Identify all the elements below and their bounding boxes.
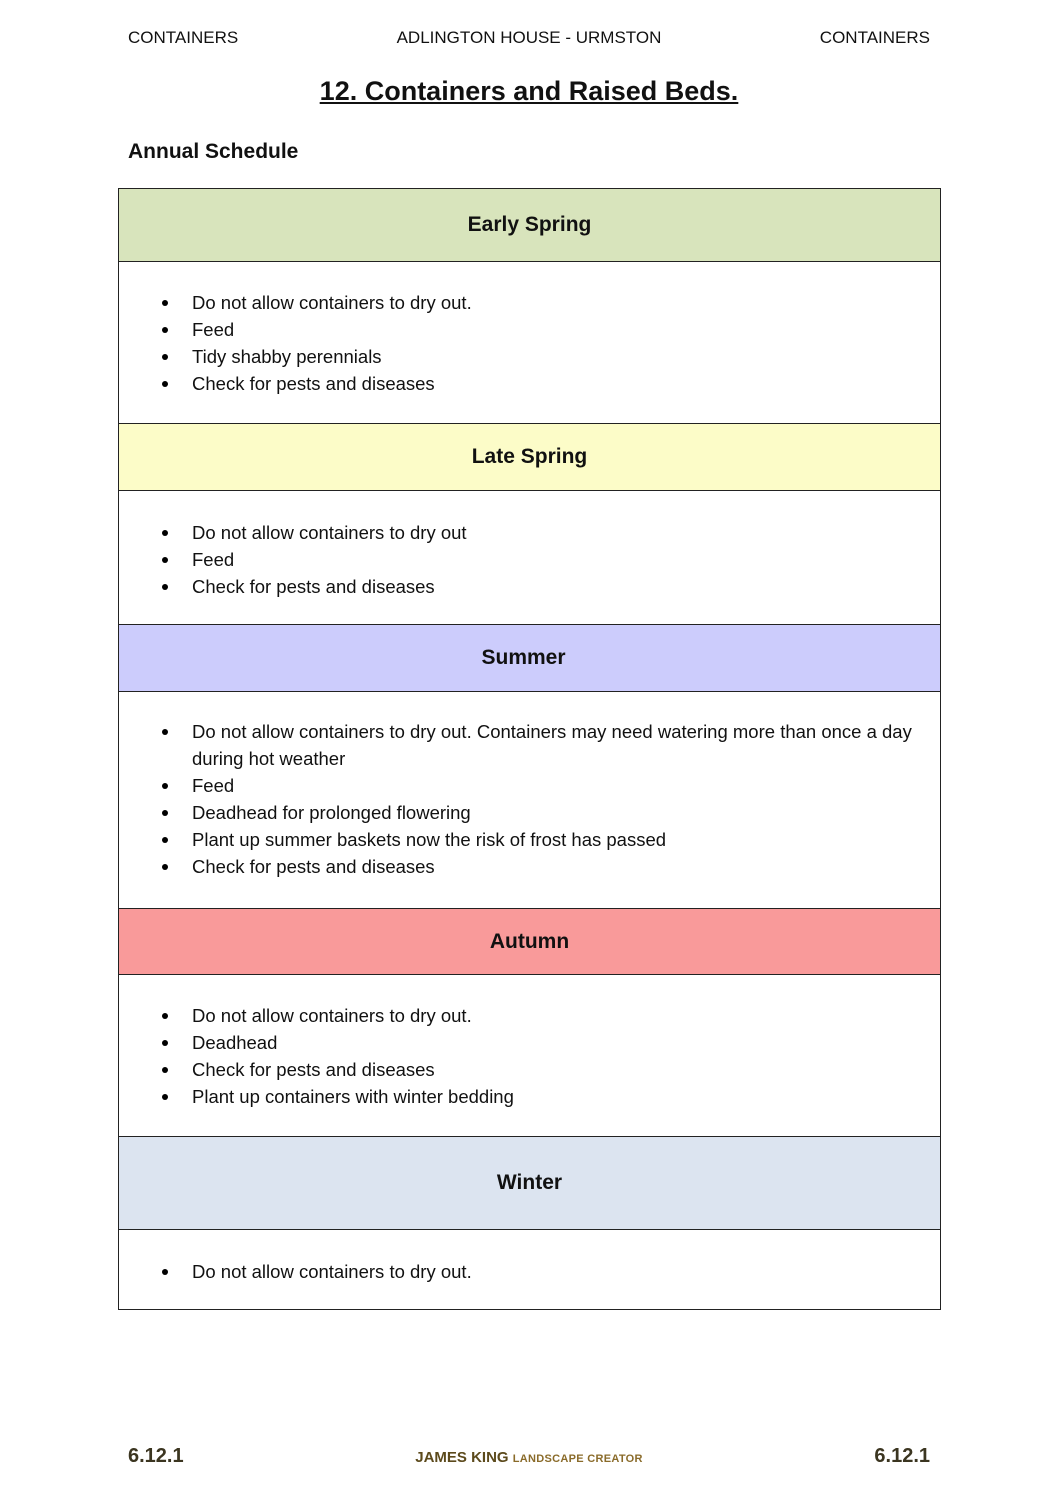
season-title: Early Spring bbox=[467, 213, 592, 236]
task-item: Plant up containers with winter bedding bbox=[192, 1083, 928, 1110]
task-item: Do not allow containers to dry out. bbox=[192, 289, 928, 316]
footer-page-number-left: 6.12.1 bbox=[128, 1445, 184, 1467]
task-item: Plant up summer baskets now the risk of frost has passed bbox=[192, 826, 928, 853]
header-right: CONTAINERS bbox=[819, 28, 930, 47]
task-item: Do not allow containers to dry out. bbox=[192, 1002, 928, 1029]
brand-subtitle: LANDSCAPE CREATOR bbox=[512, 1453, 643, 1465]
task-item: Check for pests and diseases bbox=[192, 1056, 928, 1083]
task-item: Feed bbox=[192, 546, 928, 573]
task-item: Feed bbox=[192, 772, 928, 799]
season-title: Autumn bbox=[489, 929, 570, 953]
header-left: CONTAINERS bbox=[128, 28, 239, 47]
task-item: Tidy shabby perennials bbox=[192, 343, 928, 370]
season-tasks-late-spring bbox=[119, 491, 940, 625]
task-item: Deadhead bbox=[192, 1029, 928, 1056]
season-title: Summer bbox=[481, 646, 566, 669]
season-title: Winter bbox=[496, 1171, 563, 1194]
footer-page-number-right: 6.12.1 bbox=[874, 1445, 930, 1467]
task-item: Check for pests and diseases bbox=[192, 573, 928, 600]
task-item: Check for pests and diseases bbox=[192, 853, 928, 880]
season-header-early-spring bbox=[119, 189, 940, 262]
page-title: 12. Containers and Raised Beds. bbox=[319, 76, 739, 106]
task-item: Do not allow containers to dry out. Containers may need watering more than once a day during hot weather bbox=[192, 718, 928, 772]
season-tasks-early-spring bbox=[119, 262, 940, 424]
section-subtitle: Annual Schedule bbox=[128, 140, 299, 163]
task-item: Feed bbox=[192, 316, 928, 343]
season-header-winter bbox=[119, 1137, 940, 1230]
brand-name: JAMES KING bbox=[415, 1449, 509, 1466]
header-center: ADLINGTON HOUSE - URMSTON bbox=[396, 28, 662, 47]
season-header-summer bbox=[119, 625, 940, 692]
schedule-table bbox=[118, 188, 941, 1310]
season-title: Late Spring bbox=[471, 445, 588, 468]
season-tasks-winter bbox=[119, 1230, 940, 1309]
task-item: Check for pests and diseases bbox=[192, 370, 928, 397]
season-header-autumn bbox=[119, 909, 940, 975]
season-header-late-spring bbox=[119, 424, 940, 491]
season-tasks-summer bbox=[119, 692, 940, 909]
task-item: Do not allow containers to dry out. bbox=[192, 1258, 928, 1285]
season-tasks-autumn bbox=[119, 975, 940, 1137]
task-item: Do not allow containers to dry out bbox=[192, 519, 928, 546]
task-item: Deadhead for prolonged flowering bbox=[192, 799, 928, 826]
